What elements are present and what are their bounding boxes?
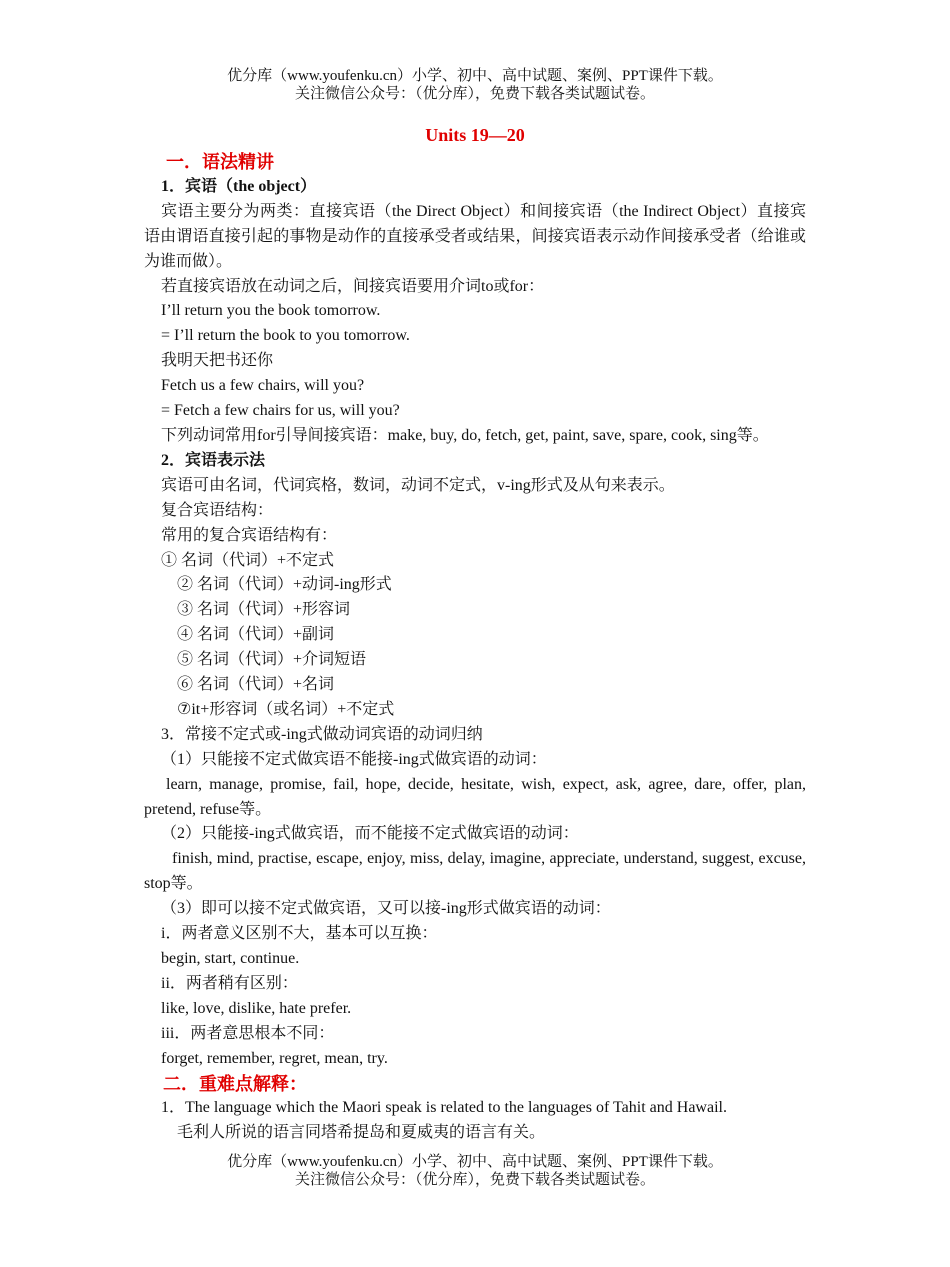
object-definition-paragraph: 宾语主要分为两类：直接宾语（the Direct Object）和间接宾语（the Indirect Object）直接宾语由谓语直接引起的事物是动作的直接承受者或结果，间接宾语表示动作间接承受者（给谁或为谁而做）。 (144, 202, 806, 270)
case-iii-heading: iii．两者意思根本不同： (161, 1024, 335, 1042)
footer-line-2: 关注微信公众号：（优分库），免费下载各类试题试卷。 (294, 1172, 655, 1188)
subsection-1-heading: 1．宾语（the object） (161, 177, 317, 195)
for-verbs-line: 下列动词常用for引导间接宾语：make, buy, do, fetch, get, paint, save, spare, cook, sing等。 (161, 426, 769, 444)
structure-item: ⑥ 名词（代词）+名词 (177, 676, 335, 694)
example-1: I’ll return you the book tomorrow. (161, 302, 381, 320)
page-header (0, 67, 950, 103)
section-2-heading: 二．重难点解释： (163, 1073, 307, 1094)
example-3: 我明天把书还你 (161, 352, 274, 370)
example-4: Fetch us a few chairs, will you? (161, 377, 365, 395)
footer-line-1: 优分库（www.youfenku.cn）小学、初中、高中试题、案例、PPT课件下载。 (227, 1154, 723, 1170)
infinitive-only-verbs: learn, manage, promise, fail, hope, decide, hesitate, wish, expect, ask, agree, dare, offer, plan, pretend, refuse等。 (144, 775, 806, 818)
subsection-2-heading: 2．宾语表示法 (161, 451, 266, 469)
difficulty-item-1-english: 1．The language which the Maori speak is related to the languages of Tahit and Hawail. (161, 1099, 727, 1117)
page-footer (0, 1153, 950, 1189)
infinitive-only-heading: （1）只能接不定式做宾语不能接-ing式做宾语的动词： (161, 750, 547, 768)
example-2: = I’ll return the book to you tomorrow. (161, 327, 410, 345)
structure-item: ⑤ 名词（代词）+介词短语 (177, 651, 367, 669)
case-i-heading: i．两者意义区别不大，基本可以互换： (161, 925, 438, 943)
structure-item: ② 名词（代词）+动词-ing形式 (177, 576, 392, 594)
structure-item: ⑦it+形容词（或名词）+不定式 (177, 700, 395, 718)
ing-only-heading: （2）只能接-ing式做宾语，而不能接不定式做宾语的动词： (161, 825, 579, 843)
structure-item: ③ 名词（代词）+形容词 (177, 601, 351, 619)
case-ii-verbs: like, love, dislike, hate prefer. (161, 999, 352, 1017)
both-forms-heading: （3）即可以接不定式做宾语，又可以接-ing形式做宾语的动词： (161, 900, 611, 918)
document-body (144, 150, 806, 1146)
structure-item: ④ 名词（代词）+副词 (177, 626, 335, 644)
difficulty-item-1-chinese: 毛利人所说的语言同塔希提岛和夏威夷的语言有关。 (177, 1124, 546, 1142)
section-1-heading: 一．语法精讲 (166, 152, 274, 172)
document-title: Units 19—20 (425, 125, 525, 145)
common-structures-label: 常用的复合宾语结构有： (161, 526, 338, 544)
header-line-1: 优分库（www.youfenku.cn）小学、初中、高中试题、案例、PPT课件下载。 (227, 68, 723, 84)
case-i-verbs: begin, start, continue. (161, 950, 300, 967)
ing-only-verbs: finish, mind, practise, escape, enjoy, miss, delay, imagine, appreciate, understand, suggest, excuse, stop等。 (144, 850, 806, 893)
preposition-rule: 若直接宾语放在动词之后，间接宾语要用介词to或for： (161, 277, 545, 295)
complex-object-label: 复合宾语结构： (161, 501, 274, 519)
header-line-2: 关注微信公众号：（优分库），免费下载各类试题试卷。 (294, 86, 655, 102)
case-ii-heading: ii．两者稍有区别： (161, 974, 298, 992)
subsection-3-heading: 3．常接不定式或-ing式做动词宾语的动词归纳 (161, 725, 483, 743)
example-5: = Fetch a few chairs for us, will you? (161, 402, 400, 420)
case-iii-verbs: forget, remember, regret, mean, try. (161, 1049, 388, 1067)
object-forms-line: 宾语可由名词，代词宾格，数词，动词不定式，v-ing形式及从句来表示。 (161, 476, 675, 494)
structure-item: ① 名词（代词）+不定式 (161, 551, 335, 569)
